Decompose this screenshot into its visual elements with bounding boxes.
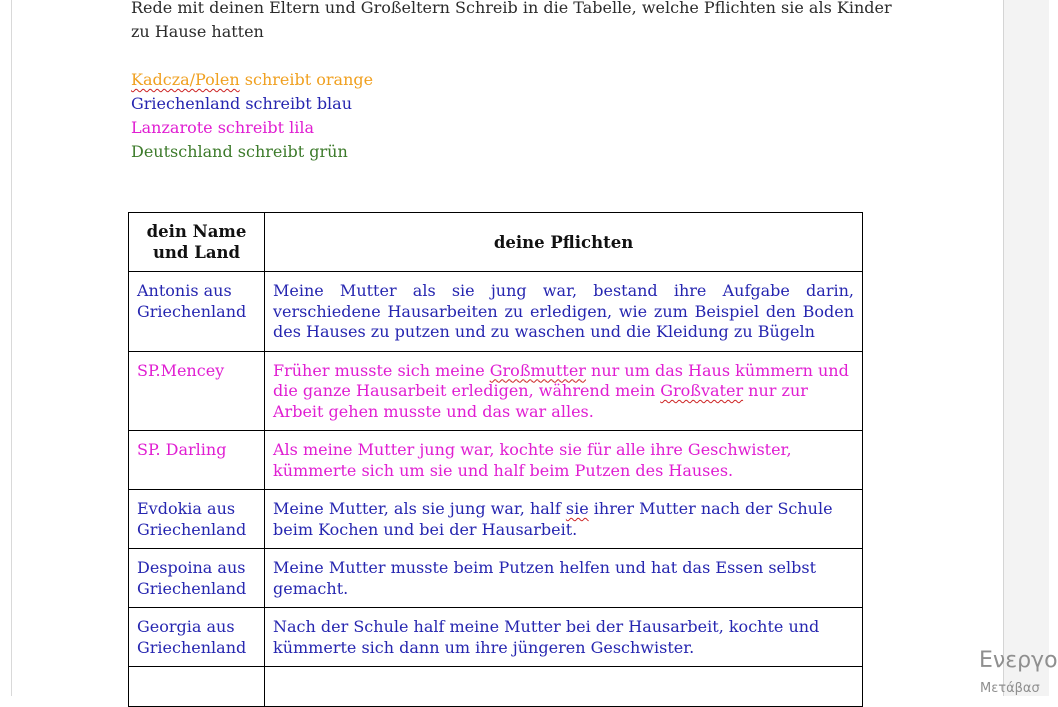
legend-orange-place: Kadcza/Polen (131, 70, 240, 89)
row-duty (265, 490, 863, 549)
row-name (129, 667, 265, 707)
misspelled-word: sie (565, 499, 589, 518)
legend-blue: Griechenland schreibt blau (131, 94, 353, 113)
table-row (129, 490, 863, 549)
row-duty-part: Früher musste sich meine (273, 360, 490, 380)
row-name: Evdokia aus Griechenland (129, 490, 265, 549)
table-row (129, 431, 863, 490)
legend-orange-text: schreibt orange (239, 70, 374, 89)
header-name-country: dein Name und Land (129, 213, 265, 272)
header-duties: deine Pflichten (265, 213, 863, 272)
legend-lila: Lanzarote schreibt lila (131, 118, 315, 137)
legend-green: Deutschland schreibt grün (131, 142, 348, 161)
row-duty: Meine Mutter musste beim Putzen helfen und hat das Essen selbst gemacht. (265, 549, 863, 608)
table-row (129, 608, 863, 667)
duties-table (128, 212, 863, 707)
table-row (129, 549, 863, 608)
row-duty-part: Meine Mutter, als sie jung war, half (273, 499, 566, 518)
table-row (129, 272, 863, 352)
instructions-line-1: Rede mit deinen Eltern und Großeltern Schreib in die Tabelle, welche Pflichten sie als Kinder (131, 0, 892, 17)
row-name: SP. Darling (129, 431, 265, 490)
row-duty: Nach der Schule half meine Mutter bei der Hausarbeit, kochte und kümmerte sich dann um ihre jüngeren Geschwister. (265, 608, 863, 667)
misspelled-word: Großmutter (489, 360, 586, 380)
misspelled-word: Großvater (660, 381, 744, 400)
row-duty-part: nur zur Arbeit gehen musste und das war alles. (273, 381, 808, 421)
row-duty: Als meine Mutter jung war, kochte sie für alle ihre Geschwister, kümmerte sich um sie und half beim Putzen des Hauses. (265, 431, 863, 490)
color-legend (131, 68, 373, 164)
row-name: SP.Mencey (129, 351, 265, 431)
row-name: Despoina aus Griechenland (129, 549, 265, 608)
row-duty (265, 351, 863, 431)
left-canvas-margin (0, 0, 12, 696)
row-duty (265, 667, 863, 707)
row-name: Antonis aus Griechenland (129, 272, 265, 352)
document-page[interactable] (12, 0, 1003, 696)
row-duty: Meine Mutter als sie jung war, bestand ihre Aufgabe darin, verschiedene Hausarbeiten zu erledigen, wie zum Beispiel den Boden des Hauses zu putzen und zu waschen und die Kleidung zu Bügeln (265, 272, 863, 352)
row-name: Georgia aus Griechenland (129, 608, 265, 667)
instructions (131, 0, 901, 44)
activation-watermark-subtext: Μετάβασ (980, 681, 1040, 696)
right-canvas-area (1003, 0, 1049, 696)
table-header-row (129, 213, 863, 272)
row-duty-part: ihrer Mutter nach der Schule beim Kochen und bei der Hausarbeit. (273, 499, 833, 539)
table-row-empty (129, 667, 863, 707)
legend-orange (131, 68, 373, 92)
activation-watermark: Ενεργο (979, 648, 1058, 673)
table-row (129, 351, 863, 431)
row-duty-part: nur um das Haus kümmern und die ganze Hausarbeit erledigen, während mein (273, 360, 849, 400)
instructions-line-2: zu Hause hatten (131, 22, 264, 41)
